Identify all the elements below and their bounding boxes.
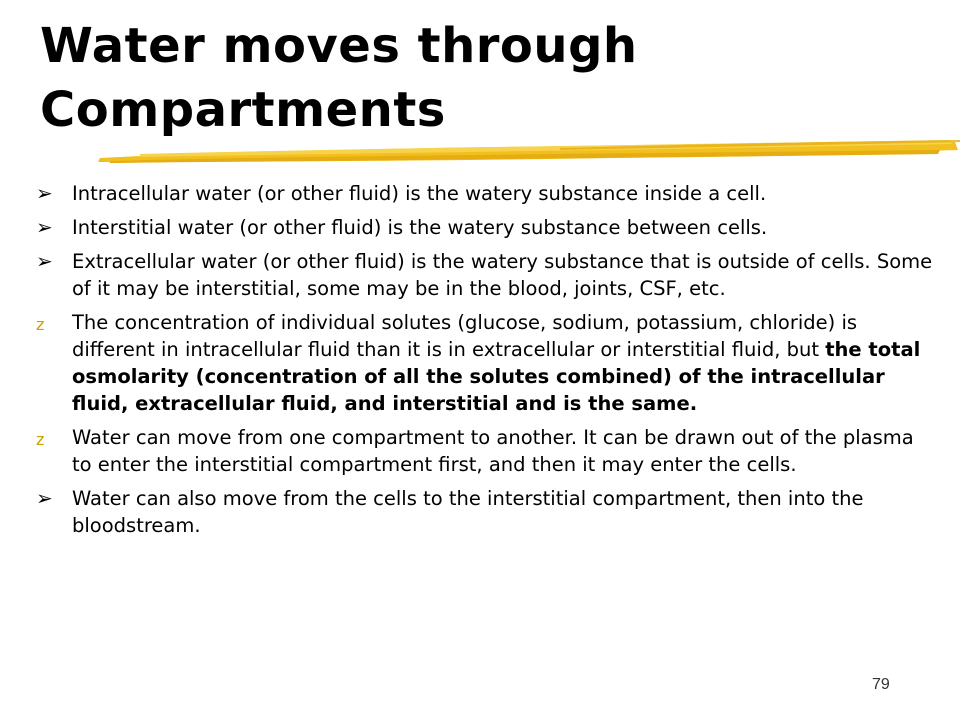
slide-title — [40, 14, 920, 142]
bullet-text: Water can move from one compartment to another. It can be drawn out of the plasma to enter the interstitial compartment first, and then it may enter the cells. — [72, 426, 914, 476]
list-item — [36, 214, 936, 241]
list-item — [36, 248, 936, 302]
title-line-2: Compartments — [40, 82, 446, 138]
arrow-bullet-icon: ➢ — [36, 249, 53, 273]
bullet-text: Intracellular water (or other fluid) is the watery substance inside a cell. — [72, 182, 767, 205]
bullet-text: Extracellular water (or other fluid) is the watery substance that is outside of cells. Some of it may be interstitial, some may be in the blood, joints, CSF, etc. — [72, 250, 933, 300]
bullet-text: The concentration of individual solutes (glucose, sodium, potassium, chloride) is different in intracellular fluid than it is in extracellular or interstitial fluid, but — [72, 311, 858, 361]
arrow-bullet-icon: ➢ — [36, 215, 53, 239]
arrow-bullet-icon: ➢ — [36, 486, 53, 510]
title-line-1: Water moves through — [40, 18, 638, 74]
z-bullet-icon: z — [36, 315, 45, 334]
bullet-list — [36, 180, 936, 546]
bullet-text-bold: the total osmolarity (concentration of all the solutes combined) of the intracellular fluid, extracellular fluid, and interstitial and is the same. — [72, 338, 921, 415]
bullet-text: Interstitial water (or other fluid) is the watery substance between cells. — [72, 216, 768, 239]
bullet-text: Water can also move from the cells to the interstitial compartment, then into the bloodstream. — [72, 487, 864, 537]
z-bullet-icon: z — [36, 430, 45, 449]
list-item — [36, 424, 936, 478]
list-item — [36, 309, 936, 417]
arrow-bullet-icon: ➢ — [36, 181, 53, 205]
list-item — [36, 485, 936, 539]
title-underline-brushstroke — [0, 128, 960, 178]
list-item — [36, 180, 936, 207]
page-number: 79 — [872, 676, 890, 693]
